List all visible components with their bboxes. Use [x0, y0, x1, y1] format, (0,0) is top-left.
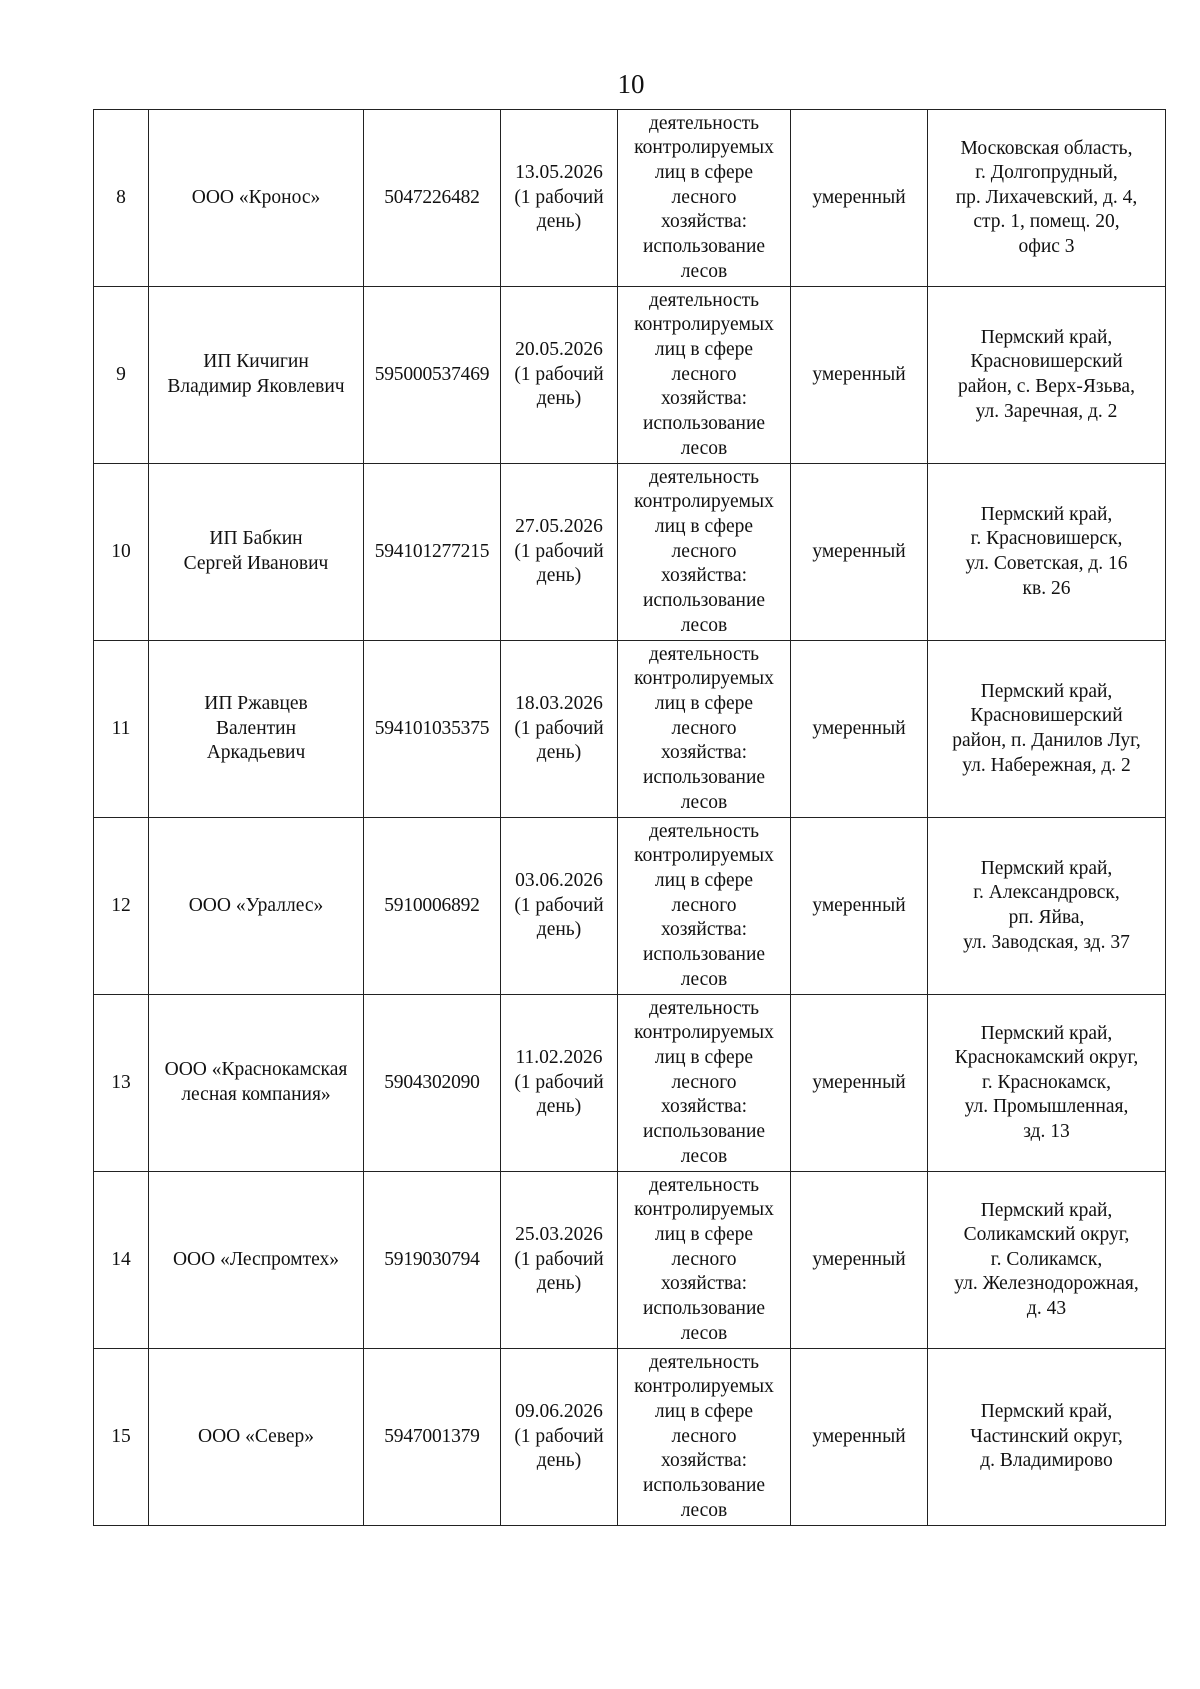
inspection-date-line: день)	[536, 919, 582, 941]
inspection-date-cell	[501, 110, 618, 287]
inspection-date-line: день)	[536, 211, 582, 233]
address-line: Соликамский округ,	[963, 1224, 1130, 1246]
row-number-cell: 8	[94, 110, 149, 287]
table-row	[94, 110, 1166, 287]
inspection-date-line: день)	[536, 742, 582, 764]
inn-cell: 594101035375	[364, 641, 501, 818]
activity-line: деятельность	[648, 643, 760, 665]
address-line: г. Краснокамск,	[982, 1071, 1111, 1093]
activity-cell	[618, 287, 791, 464]
address-line: г. Красновишерск,	[970, 528, 1123, 550]
inspection-date-line: (1 рабочий	[514, 1248, 604, 1270]
address-cell	[928, 1349, 1166, 1526]
activity-line: лиц в сфере	[654, 338, 754, 360]
address-line: ул. Железнодорожная,	[954, 1273, 1139, 1295]
activity-line: хозяйства:	[660, 388, 748, 410]
address-cell	[928, 464, 1166, 641]
inspection-date-line: (1 рабочий	[514, 1071, 604, 1093]
organization-name-line: ООО «Ураллес»	[188, 894, 324, 916]
inspection-date-line: 09.06.2026	[515, 1401, 603, 1423]
activity-line: хозяйства:	[660, 211, 748, 233]
activity-line: деятельность	[648, 997, 760, 1019]
address-line: Пермский край,	[980, 326, 1113, 348]
activity-line: лесного	[671, 1425, 737, 1447]
table-row	[94, 1172, 1166, 1349]
activity-line: деятельность	[648, 466, 760, 488]
address-cell	[928, 641, 1166, 818]
activity-line: использование	[642, 1121, 766, 1143]
organization-name-line: Валентин	[215, 717, 297, 739]
inspection-date-line: 27.05.2026	[515, 516, 603, 538]
inspection-date-line: 20.05.2026	[515, 339, 603, 361]
activity-line: лесов	[680, 1322, 728, 1344]
table-row	[94, 995, 1166, 1172]
activity-line: лиц в сфере	[654, 515, 754, 537]
inn-cell: 5919030794	[364, 1172, 501, 1349]
activity-line: хозяйства:	[660, 919, 748, 941]
activity-line: лесного	[671, 1071, 737, 1093]
inn-cell: 5947001379	[364, 1349, 501, 1526]
address-line: г. Александровск,	[973, 882, 1120, 904]
activity-line: деятельность	[648, 820, 760, 842]
address-line: Пермский край,	[980, 1401, 1113, 1423]
organization-name-line: ИП Бабкин	[209, 528, 303, 550]
activity-line: использование	[642, 944, 766, 966]
organization-name-cell	[149, 110, 364, 287]
activity-line: деятельность	[648, 289, 760, 311]
address-line: Пермский край,	[980, 857, 1113, 879]
risk-category-cell: умеренный	[791, 995, 928, 1172]
activity-line: контролируемых	[634, 1199, 774, 1221]
activity-line: контролируемых	[634, 668, 774, 690]
risk-category-cell: умеренный	[791, 464, 928, 641]
risk-category-cell: умеренный	[791, 818, 928, 995]
activity-line: лесов	[680, 968, 728, 990]
organization-name-line: ООО «Север»	[197, 1425, 315, 1447]
table-row	[94, 464, 1166, 641]
risk-category-cell: умеренный	[791, 1349, 928, 1526]
inspection-date-cell	[501, 464, 618, 641]
activity-line: лесов	[680, 791, 728, 813]
risk-category-cell: умеренный	[791, 110, 928, 287]
activity-cell	[618, 818, 791, 995]
activity-line: лесов	[680, 260, 728, 282]
activity-cell	[618, 641, 791, 818]
row-number-cell: 11	[94, 641, 149, 818]
inn-cell: 5904302090	[364, 995, 501, 1172]
organization-name-cell	[149, 641, 364, 818]
activity-line: деятельность	[648, 112, 760, 134]
inspection-date-line: 25.03.2026	[515, 1224, 603, 1246]
address-line: ул. Советская, д. 16	[965, 553, 1128, 574]
inspection-date-line: день)	[536, 1273, 582, 1295]
inspection-date-line: (1 рабочий	[514, 1425, 604, 1447]
inspection-date-cell	[501, 995, 618, 1172]
inspection-date-line: 03.06.2026	[515, 870, 603, 892]
address-line: район, п. Данилов Луг,	[952, 730, 1141, 751]
risk-category-cell: умеренный	[791, 287, 928, 464]
inspection-schedule-table	[93, 109, 1166, 1526]
table-row	[94, 287, 1166, 464]
activity-line: контролируемых	[634, 1376, 774, 1398]
address-line: Краснокамский округ,	[954, 1047, 1139, 1069]
address-line: г. Долгопрудный,	[975, 162, 1118, 184]
inspection-date-cell	[501, 818, 618, 995]
table-body	[94, 110, 1166, 1526]
inspection-date-line: день)	[536, 1450, 582, 1472]
activity-line: использование	[642, 413, 766, 435]
address-line: Пермский край,	[980, 1199, 1113, 1221]
organization-name-line: Сергей Иванович	[183, 553, 329, 574]
inspection-date-line: (1 рабочий	[514, 186, 604, 208]
activity-cell	[618, 995, 791, 1172]
address-line: Московская область,	[960, 137, 1133, 159]
table-row	[94, 1349, 1166, 1526]
activity-cell	[618, 464, 791, 641]
address-line: Пермский край,	[980, 503, 1113, 525]
inspection-date-line: (1 рабочий	[514, 363, 604, 385]
activity-line: лесов	[680, 614, 728, 636]
table-row	[94, 641, 1166, 818]
row-number-cell: 14	[94, 1172, 149, 1349]
organization-name-line: Владимир Яковлевич	[167, 376, 345, 397]
address-line: кв. 26	[1022, 577, 1071, 599]
inspection-date-line: 11.02.2026	[515, 1047, 603, 1069]
activity-line: лиц в сфере	[654, 692, 754, 714]
address-cell	[928, 110, 1166, 287]
activity-line: контролируемых	[634, 314, 774, 336]
activity-line: использование	[642, 590, 766, 612]
organization-name-cell	[149, 464, 364, 641]
address-cell	[928, 995, 1166, 1172]
page-number: 10	[617, 69, 645, 99]
activity-line: лесного	[671, 894, 737, 916]
address-line: ул. Заречная, д. 2	[975, 400, 1118, 422]
address-line: Красновишерский	[970, 351, 1123, 373]
inn-cell: 5910006892	[364, 818, 501, 995]
activity-line: лесного	[671, 1248, 737, 1270]
activity-line: хозяйства:	[660, 1450, 748, 1472]
activity-line: лесов	[680, 1499, 728, 1521]
activity-line: хозяйства:	[660, 1096, 748, 1118]
activity-line: лесного	[671, 540, 737, 562]
address-line: стр. 1, помещ. 20,	[973, 211, 1120, 233]
activity-line: лесов	[680, 437, 728, 459]
inspection-date-cell	[501, 287, 618, 464]
activity-line: лиц в сфере	[654, 161, 754, 183]
activity-line: деятельность	[648, 1351, 760, 1373]
inspection-date-cell	[501, 1172, 618, 1349]
address-line: район, с. Верх-Язьва,	[958, 376, 1135, 397]
inn-cell: 595000537469	[364, 287, 501, 464]
row-number-cell: 9	[94, 287, 149, 464]
organization-name-line: ООО «Кронос»	[191, 186, 321, 208]
activity-cell	[618, 1349, 791, 1526]
activity-line: лиц в сфере	[654, 1223, 754, 1245]
organization-name-cell	[149, 1349, 364, 1526]
table-row	[94, 818, 1166, 995]
risk-category-cell: умеренный	[791, 641, 928, 818]
address-line: д. Владимирово	[980, 1450, 1113, 1472]
row-number-cell: 15	[94, 1349, 149, 1526]
activity-line: контролируемых	[634, 491, 774, 513]
activity-line: использование	[642, 236, 766, 258]
activity-line: лесного	[671, 363, 737, 385]
address-line: д. 43	[1026, 1297, 1067, 1319]
organization-name-line: ИП Ржавцев	[204, 693, 308, 715]
inspection-date-line: день)	[536, 1096, 582, 1118]
organization-name-cell	[149, 287, 364, 464]
organization-name-line: ООО «Краснокамская	[164, 1059, 348, 1081]
address-cell	[928, 1172, 1166, 1349]
row-number-cell: 12	[94, 818, 149, 995]
activity-line: лесного	[671, 717, 737, 739]
activity-line: использование	[642, 1298, 766, 1320]
address-line: ул. Заводская, зд. 37	[963, 931, 1130, 953]
activity-line: хозяйства:	[660, 1273, 748, 1295]
address-line: Частинский округ,	[970, 1425, 1123, 1447]
inspection-date-line: 13.05.2026	[515, 162, 603, 184]
inspection-date-line: (1 рабочий	[514, 894, 604, 916]
activity-line: лесного	[671, 186, 737, 208]
activity-line: лиц в сфере	[654, 1400, 754, 1422]
activity-line: использование	[642, 767, 766, 789]
address-cell	[928, 287, 1166, 464]
inspection-date-line: день)	[536, 565, 582, 587]
organization-name-line: ООО «Леспромтех»	[172, 1248, 340, 1270]
address-line: офис 3	[1018, 235, 1075, 257]
inn-cell: 5047226482	[364, 110, 501, 287]
activity-line: контролируемых	[634, 1022, 774, 1044]
address-cell	[928, 818, 1166, 995]
organization-name-line: Аркадьевич	[206, 742, 306, 764]
activity-line: контролируемых	[634, 137, 774, 159]
organization-name-cell	[149, 1172, 364, 1349]
address-line: г. Соликамск,	[990, 1248, 1103, 1270]
activity-line: контролируемых	[634, 845, 774, 867]
inspection-date-line: (1 рабочий	[514, 540, 604, 562]
activity-line: лиц в сфере	[654, 1046, 754, 1068]
address-line: пр. Лихачевский, д. 4,	[955, 186, 1138, 208]
address-line: Пермский край,	[980, 1022, 1113, 1044]
row-number-cell: 10	[94, 464, 149, 641]
activity-line: хозяйства:	[660, 742, 748, 764]
inspection-date-line: день)	[536, 388, 582, 410]
row-number-cell: 13	[94, 995, 149, 1172]
address-line: ул. Промышленная,	[964, 1096, 1129, 1118]
inspection-date-cell	[501, 641, 618, 818]
address-line: рп. Яйва,	[1008, 907, 1085, 928]
activity-line: хозяйства:	[660, 565, 748, 587]
inspection-date-line: 18.03.2026	[515, 693, 603, 715]
organization-name-line: ИП Кичигин	[203, 351, 309, 373]
organization-name-line: лесная компания»	[181, 1084, 331, 1105]
inspection-date-cell	[501, 1349, 618, 1526]
address-line: Красновишерский	[970, 705, 1123, 727]
organization-name-cell	[149, 995, 364, 1172]
activity-cell	[618, 110, 791, 287]
risk-category-cell: умеренный	[791, 1172, 928, 1349]
activity-line: лесов	[680, 1145, 728, 1167]
address-line: ул. Набережная, д. 2	[962, 754, 1131, 776]
organization-name-cell	[149, 818, 364, 995]
address-line: Пермский край,	[980, 680, 1113, 702]
inspection-date-line: (1 рабочий	[514, 717, 604, 739]
address-line: зд. 13	[1023, 1120, 1070, 1142]
activity-line: деятельность	[648, 1174, 760, 1196]
activity-line: использование	[642, 1475, 766, 1497]
inn-cell: 594101277215	[364, 464, 501, 641]
activity-cell	[618, 1172, 791, 1349]
activity-line: лиц в сфере	[654, 869, 754, 891]
